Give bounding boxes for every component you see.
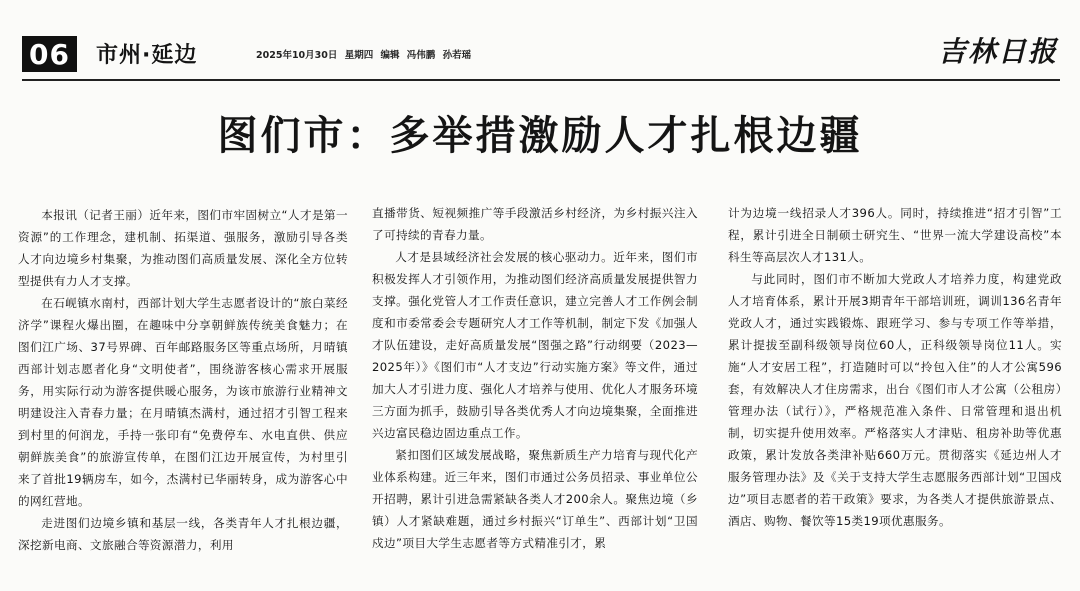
article-column-2 bbox=[372, 202, 698, 582]
paragraph: 紧扣图们区域发展战略，聚焦新质生产力培育与现代化产业体系构建。近三年来，图们市通过公务员招录、事业单位公开招聘，累计引进急需紧缺各类人才200余人。聚焦边境（乡镇）人才紧缺难题，通过乡村振兴“订单生”、西部计划“卫国戍边”项目大学生志愿者等方式精准引才，累 bbox=[372, 448, 698, 550]
paragraph: 计为边境一线招录人才396人。同时，持续推进“招才引智”工程，累计引进全日制硕士研究生、“世界一流大学建设高校”本科生等高层次人才131人。 bbox=[728, 206, 1062, 264]
article-column-1 bbox=[18, 204, 348, 584]
paragraph: 本报讯（记者王丽）近年来，图们市牢固树立“人才是第一资源”的工作理念，建机制、拓渠道、强服务，激励引导各类人才向边境乡村集聚，为推动图们高质量发展、深化全方位转型提供有力人才支撑。 bbox=[18, 208, 348, 288]
paragraph: 在石岘镇水南村，西部计划大学生志愿者设计的“旅白菜经济学”课程火爆出圈，在趣味中分享朝鲜族传统美食魅力；在图们江广场、37号界碑、百年邮路服务区等重点场所，月晴镇西部计划志愿者化身“文明使者”，围绕游客核心需求开展服务，用实际行动为游客提供暖心服务，为该市旅游行业精神文明建设注入青春力量；在月晴镇杰满村，通过招才引智工程来到村里的何润龙，手持一张印有“免费停车、水电直供、供应朝鲜族美食”的旅游宣传单，在图们江边开展宣传，为村里引来了首批19辆房车，如今，杰满村已华丽转身，成为游客心中的网红营地。 bbox=[18, 296, 348, 508]
issue-meta: 2025年10月30日 星期四 编辑 冯伟鹏 孙若瑶 bbox=[256, 50, 472, 61]
page-header bbox=[0, 0, 1080, 84]
paragraph: 直播带货、短视频推广等手段激活乡村经济，为乡村振兴注入了可持续的青春力量。 bbox=[372, 206, 698, 242]
article-title: 图们市：多举措激励人才扎根边疆 bbox=[217, 112, 863, 159]
article-column-3 bbox=[728, 202, 1062, 582]
newspaper-masthead: 吉林日报 bbox=[937, 35, 1058, 68]
header-rule bbox=[22, 79, 1060, 81]
paragraph: 走进图们边境乡镇和基层一线，各类青年人才扎根边疆，深挖新电商、文旅融合等资源潜力，利用 bbox=[18, 516, 348, 552]
page-number: 06 bbox=[22, 36, 77, 72]
paragraph: 人才是县域经济社会发展的核心驱动力。近年来，图们市积极发挥人才引领作用，为推动图们经济高质量发展提供智力支撑。强化党管人才工作责任意识，建立完善人才工作例会制度和市委常委会专题研究人才工作等机制，制定下发《加强人才队伍建设，走好高质量发展“图强之路”行动纲要（2023—2025年）》《图们市“人才支边”行动实施方案》等文件，通过加大人才引进力度、强化人才培养与使用、优化人才服务环境三方面为抓手，鼓励引导各类优秀人才向边境集聚，全面推进兴边富民稳边固边重点工作。 bbox=[372, 250, 698, 440]
section-name: 市州·延边 bbox=[96, 43, 198, 68]
paragraph: 与此同时，图们市不断加大党政人才培养力度，构建党政人才培育体系，累计开展3期青年干部培训班，调训136名青年党政人才，通过实践锻炼、跟班学习、参与专项工作等举措，累计提拔至副科级领导岗位60人，正科级领导岗位11人。实施“人才安居工程”，打造随时可以“拎包入住”的人才公寓596套，有效解决人才住房需求，出台《图们市人才公寓（公租房）管理办法（试行）》，严格规范准入条件、日常管理和退出机制，切实提升使用效率。严格落实人才津贴、租房补助等优惠政策，累计发放各类津补贴660万元。贯彻落实《延边州人才服务管理办法》及《关于支持大学生志愿服务西部计划“卫国戍边”项目志愿者的若干政策》要求，为各类人才提供旅游景点、酒店、购物、餐饮等15类19项优惠服务。 bbox=[728, 272, 1062, 528]
